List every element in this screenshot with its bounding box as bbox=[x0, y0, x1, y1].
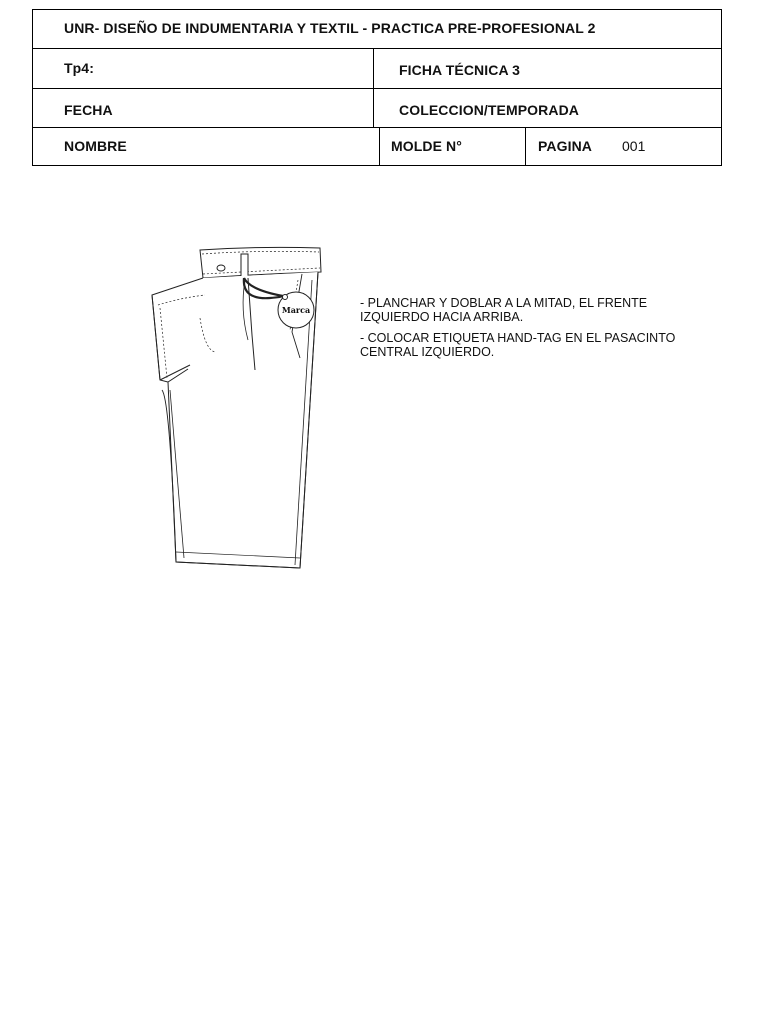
note-item: - PLANCHAR Y DOBLAR A LA MITAD, EL FRENTE IZQUIERDO HACIA ARRIBA. bbox=[360, 296, 648, 324]
header-title-row bbox=[33, 10, 721, 49]
hand-tag-text: Marca bbox=[281, 305, 311, 315]
ficha-label: FICHA TÉCNICA 3 bbox=[399, 62, 521, 78]
fecha-label: FECHA bbox=[64, 102, 113, 118]
molde-label: MOLDE N° bbox=[391, 138, 462, 154]
header-tp-row bbox=[33, 49, 721, 89]
header-nombre-row bbox=[33, 128, 721, 166]
molde-cell bbox=[379, 128, 525, 166]
instructions-notes bbox=[360, 296, 720, 366]
coleccion-label: COLECCION/TEMPORADA bbox=[399, 102, 580, 118]
pagina-cell bbox=[525, 128, 722, 166]
technical-sheet-header bbox=[32, 9, 722, 166]
tp-label: Tp4: bbox=[64, 60, 94, 76]
header-fecha-row bbox=[33, 89, 721, 128]
folded-pants-drawing bbox=[140, 240, 340, 580]
pagina-value: 001 bbox=[622, 138, 646, 154]
ficha-cell bbox=[373, 49, 722, 88]
nombre-label: NOMBRE bbox=[64, 138, 127, 154]
sheet-title: UNR- DISEÑO DE INDUMENTARIA Y TEXTIL - PRACTICA PRE-PROFESIONAL 2 bbox=[64, 20, 596, 36]
note-item: - COLOCAR ETIQUETA HAND-TAG EN EL PASACINTO CENTRAL IZQUIERDO. bbox=[360, 331, 676, 359]
coleccion-cell bbox=[373, 89, 722, 127]
pagina-label: PAGINA bbox=[538, 138, 593, 154]
